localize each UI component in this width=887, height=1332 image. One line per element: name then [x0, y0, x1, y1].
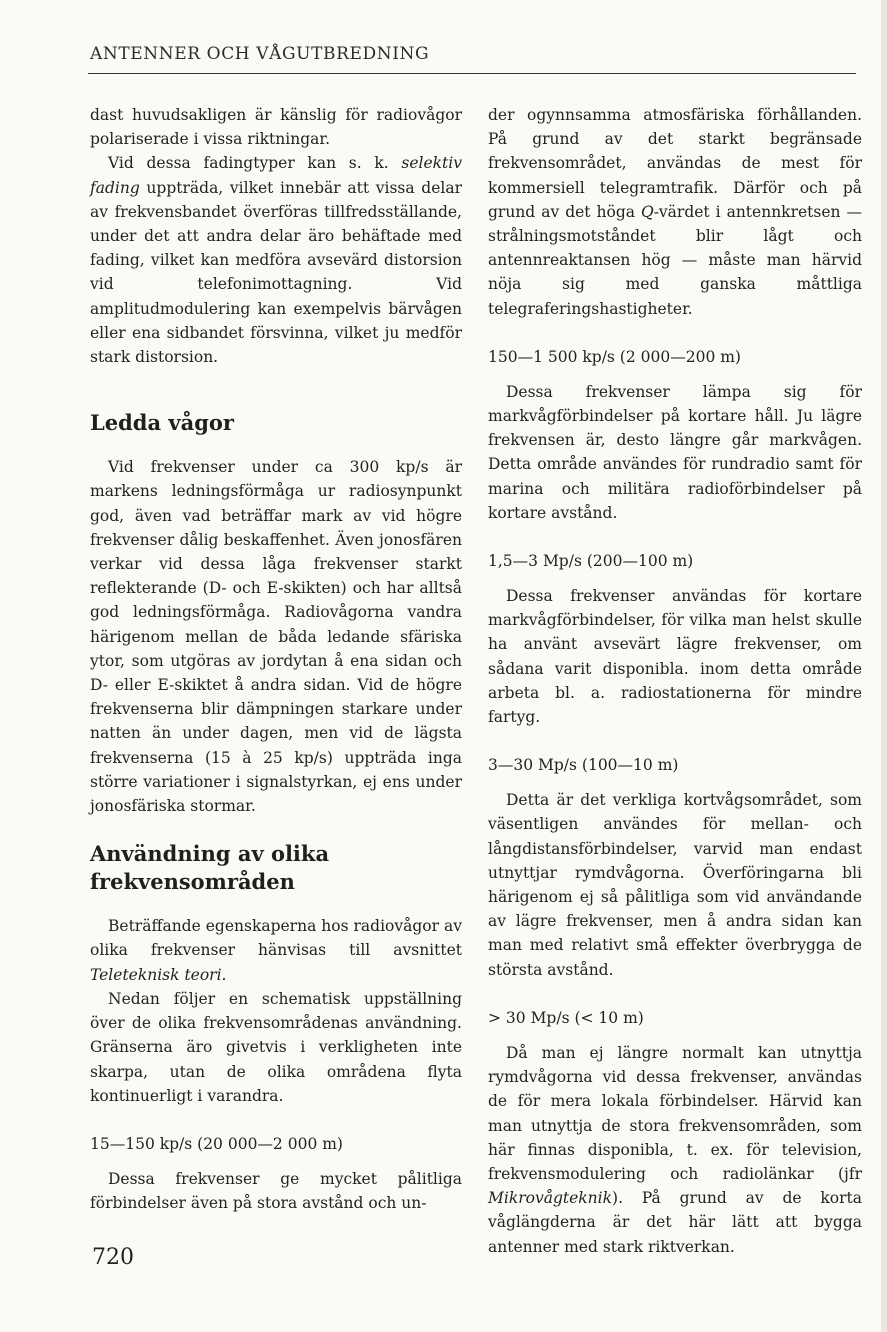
- text-run: der ogynnsamma atmosfäriska förhållanden. På grund av det starkt begränsade frekvensområdet, användas de mest för kommersiell telegramtrafik. Därför och på grund av det höga: [488, 106, 862, 221]
- page-number: 720: [92, 1245, 134, 1270]
- text-run: Då man ej längre normalt kan utnyttja rymdvågorna vid dessa frekvenser, användas de för mera lokala förbindelser. Härvid kan man utnyttja de stora frekvensområden, som här finnas disponibla, t. ex. för television, frekvensmodulering och radiolänkar (jfr: [488, 1043, 862, 1183]
- paragraph: Dessa frekvenser användas för kortare markvågförbindelser, för vilka man helst skulle ha använt avsevärt lägre frekvenser, om sådana varit disponibla. inom detta område arbeta bl. a. radiostationerna för mindre fartyg.: [488, 587, 862, 727]
- paragraph: [488, 1041, 862, 1259]
- paragraph: Vid frekvenser under ca 300 kp/s är markens ledningsförmåga ur radiosynpunkt god, även vad beträffar mark av vid högre frekvenser dålig beskaffenhet. Även jonosfären verkar vid dessa låga frekvenser starkt reflekterande (D- och E-skikten) och har alltså god ledningsförmåga. Radiovågorna vandra härigenom mellan de båda ledande sfäriska ytor, som utgöras av jordytan å ena sidan och D- eller E-skiktet å andra sidan. Vid de högre frekvenserna blir dämpningen starkare under natten än under dagen, men vid de lägsta frekvenserna (15 à 25 kp/s) uppträda inga större variationer i signalstyrkan, ej ens under jonosfäriska stormar.: [90, 458, 462, 816]
- section-heading: Ledda vågor: [90, 410, 234, 436]
- emphasis: Teleteknisk teori.: [90, 965, 227, 984]
- text-run: uppträda, vilket innebär att vissa delar av frekvensbandet överföras tillfredsställande, under det att andra delar äro behäftade med fading, vilket kan medföra avsevärd distorsion vid telefonimottagning. Vid amplitudmodulering kan exempelvis bärvågen eller ena sidbandet försvinna, vilket ju medför stark distorsion.: [90, 178, 462, 367]
- emphasis: selektiv fading: [90, 154, 462, 197]
- paragraph: [90, 151, 462, 369]
- heading-line: Användning av olika: [90, 841, 330, 867]
- paragraph: dast huvudsakligen är känslig för radiovågor polariserade i vissa riktningar.: [90, 106, 462, 149]
- section-heading: [90, 840, 462, 896]
- left-column: [90, 103, 462, 1215]
- subsection-heading: 1,5—3 Mp/s (200—100 m): [488, 552, 694, 571]
- emphasis: Q: [640, 202, 654, 221]
- text-run: Vid dessa fadingtyper kan s. k.: [108, 154, 402, 173]
- text-run: -värdet i antennkretsen — strålningsmotståndet blir lågt och antennreaktansen hög — måste man härvid nöja sig med ganska måttliga telegraferingshastigheter.: [488, 202, 862, 318]
- header-rule: [88, 73, 856, 74]
- running-header: ANTENNER OCH VÅGUTBREDNING: [90, 44, 430, 64]
- subsection-heading: > 30 Mp/s (< 10 m): [488, 1008, 644, 1027]
- page-edge: [881, 0, 887, 1332]
- subsection-heading: 15—150 kp/s (20 000—2 000 m): [90, 1134, 343, 1153]
- emphasis: Mikrovågteknik: [488, 1189, 613, 1208]
- paragraph: Nedan följer en schematisk uppställning över de olika frekvensområdenas användning. Gränserna äro givetvis i verkligheten inte skarpa, utan de olika områdena flyta kontinuerligt i varandra.: [90, 989, 462, 1105]
- text-run: Beträffande egenskaperna hos radiovågor av olika frekvenser hänvisas till avsnittet: [90, 917, 462, 960]
- paragraph: Dessa frekvenser lämpa sig för markvågförbindelser på kortare håll. Ju lägre frekvensen är, desto längre går markvågen. Detta område användes för rundradio samt för marina och militära radioförbindelser på kortare avstånd.: [488, 382, 862, 522]
- paragraph: Dessa frekvenser ge mycket pålitliga förbindelser även på stora avstånd och un-: [90, 1169, 462, 1213]
- subsection-heading: 3—30 Mp/s (100—10 m): [488, 756, 679, 775]
- right-column: [488, 103, 862, 1259]
- heading-line: frekvensområden: [90, 869, 295, 895]
- paragraph: Detta är det verkliga kortvågsområdet, som väsentligen användes för mellan- och långdistansförbindelser, varvid man endast utnyttjar rymdvågorna. Överföringarna bli härigenom ej så pålitliga som vid användande av lägre frekvenser, men å andra sidan kan man med relativt små effekter överbrygga de största avstånd.: [488, 791, 862, 979]
- paragraph: [90, 914, 462, 987]
- subsection-heading: 150—1 500 kp/s (2 000—200 m): [488, 347, 741, 366]
- text-run: ). På grund av de korta våglängderna är det här lätt att bygga antenner med stark riktverkan.: [488, 1189, 862, 1256]
- paragraph: [488, 103, 862, 321]
